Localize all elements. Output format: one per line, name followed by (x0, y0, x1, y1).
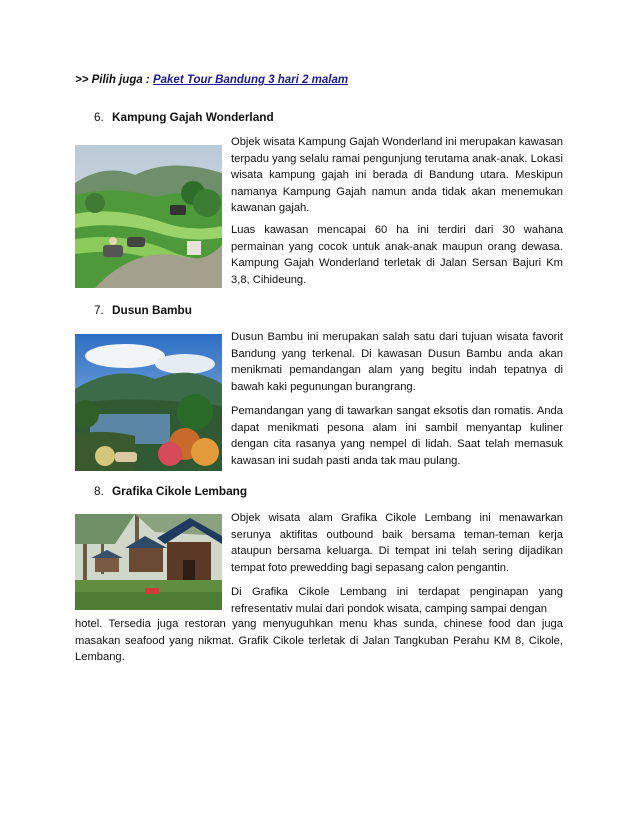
grafika-cikole-paragraph-2-cont: hotel. Tersedia juga restoran yang menyuguhkan menu khas sunda, chinese food dan juga masakan seafood yang nikmat. Grafik Cikole terletak di Jalan Tangkuban Perahu KM 8, Cikole, Lembang. (75, 618, 563, 663)
section-title: Dusun Bambu (112, 303, 192, 317)
dusun-bambu-paragraph-1: Dusun Bambu ini merupakan salah satu dari tujuan wisata favorit Bandung yang terkenal. Di kawasan Dusun Bambu anda akan menikmati pemandangan alam yang begitu indah tepatnya di bawah kaki pegunungan burangrang. (231, 331, 563, 393)
kampung-gajah-paragraph-1: Objek wisata Kampung Gajah Wonderland ini merupakan kawasan terpadu yang selalu ramai pengunjung terutama anak-anak. Lokasi wisata kampung gajah ini berada di Bandung utara. Meskipun namanya Kampung Gajah namun anda tidak akan menemukan kawanan gajah. (231, 136, 563, 214)
section-title: Grafika Cikole Lembang (112, 484, 248, 498)
grafika-cikole-paragraph-1: Objek wisata alam Grafika Cikole Lembang ini menawarkan serunya aktifitas outbound baik bersama teman-teman kerja ataupun bersama keluarga. Di tempat ini telah sering dijadikan tempat foto prewedding bagi sepasang calon pengantin. (231, 512, 563, 574)
grafika-cikole-paragraph-2-start: Di Grafika Cikole Lembang ini terdapat penginapan yang refresentativ mulai dari pondok wisata, camping sampai dengan (231, 586, 563, 615)
dusun-bambu-photo (75, 334, 222, 471)
section-number: 6. (94, 110, 104, 124)
section-number: 7. (94, 303, 104, 317)
grafika-cikole-photo (75, 514, 222, 610)
kampung-gajah-photo (75, 145, 222, 288)
grafika-cikole-illustration (75, 514, 222, 610)
kampung-gajah-illustration (75, 145, 222, 288)
section-heading-kampung-gajah (94, 110, 274, 124)
tour-package-link[interactable]: Paket Tour Bandung 3 hari 2 malam (152, 74, 349, 86)
section-number: 8. (94, 484, 104, 498)
see-also-line (75, 74, 348, 86)
see-also-prefix: >> Pilih juga : (75, 74, 153, 86)
kampung-gajah-paragraph-2: Luas kawasan mencapai 60 ha ini terdiri dari 30 wahana permainan yang cocok untuk anak-anak maupun orang dewasa. Kampung Gajah Wonderland terletak di Jalan Sersan Bajuri Km 3,8, Cihideung. (231, 224, 563, 286)
section-heading-dusun-bambu (94, 303, 192, 317)
dusun-bambu-illustration (75, 334, 222, 471)
section-title: Kampung Gajah Wonderland (112, 110, 274, 124)
dusun-bambu-paragraph-2: Pemandangan yang di tawarkan sangat eksotis dan romatis. Anda dapat menikmati pesona alam ini sambil menyantap kuliner dengan cita rasanya yang nempel di lidah. Saat telah memasuk kawasan ini sudah pasti anda tak mau pulang. (231, 405, 563, 467)
section-heading-grafika-cikole (94, 484, 247, 498)
